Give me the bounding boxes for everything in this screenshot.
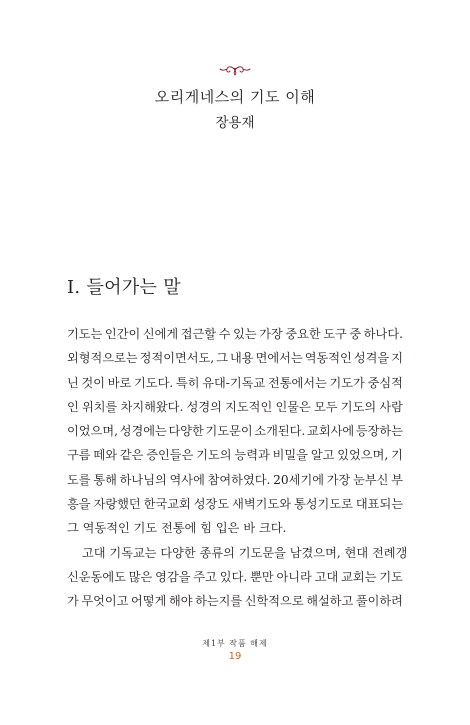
section-heading: I. 들어가는 말 (67, 277, 181, 298)
text-word: 내용 (230, 351, 254, 366)
text-word: 소개된다. (254, 424, 306, 439)
text-word: 중심적 (367, 375, 403, 390)
text-word: 증인들은 (146, 448, 194, 463)
text-word: 한국교회 (143, 497, 191, 512)
text-word: 같은 (119, 448, 144, 463)
text-word: 위치를 (82, 399, 118, 414)
text-word: 기도 (379, 569, 403, 584)
text-word: 기도문이 (205, 424, 253, 439)
text-word: 영감을 (155, 569, 191, 584)
text-word: 그 (67, 521, 83, 536)
text-word: 있는 (233, 327, 257, 341)
text-word: 기도가 (329, 375, 365, 390)
text-word: 유대-기독교 (202, 375, 266, 390)
text-word: 가 (67, 594, 79, 609)
text-word: 성경에는 (119, 424, 167, 439)
text-word: 고대 (82, 545, 110, 560)
text-word: 역동적인 (304, 351, 352, 366)
text-word: 수 (218, 327, 231, 341)
floral-ornament-icon (219, 64, 251, 76)
text-word: 가장 (326, 472, 351, 487)
text-word: 대표되는 (355, 497, 403, 512)
text-word: 고대 (314, 569, 339, 584)
text-word: 입은 (215, 521, 244, 536)
text-word: 남겼으며, (289, 545, 345, 560)
text-word: 중 (349, 327, 362, 341)
text-word: 모두 (314, 399, 338, 414)
text-word: 기독교는 (109, 545, 161, 560)
text-word: 성경의 (186, 399, 222, 414)
text-word: 떼와 (93, 448, 117, 463)
text-word: 뿐만 (250, 569, 274, 584)
text-word: 도구 (323, 327, 347, 341)
text-word: 외형적으로는 (67, 351, 138, 366)
text-word: 신운동에도 (67, 569, 126, 584)
text-word: 다양한 (160, 545, 200, 560)
text-word: 교회사에 (307, 424, 355, 439)
text-word: 역사에 (169, 472, 205, 487)
text-word: 다양한 (168, 424, 204, 439)
author-name: 장용재 (215, 115, 255, 131)
text-word: 자랑했던 (93, 497, 141, 512)
text-word: 것이 (81, 375, 106, 390)
text-word: 하는지를 (195, 594, 243, 609)
text-word: 기도의 (196, 448, 232, 463)
text-word: 등장하는 (355, 424, 403, 439)
text-line (67, 443, 403, 467)
text-line (67, 346, 403, 370)
running-footer-label: 제1부 작품 해제 (202, 639, 268, 648)
text-word: 기도 (133, 521, 162, 536)
text-word: 면에서는 (255, 351, 303, 366)
text-word: 알고 (310, 448, 335, 463)
text-line (67, 395, 403, 419)
text-word: 바 (243, 521, 259, 536)
text-word: 눈부신 (353, 472, 389, 487)
chapter-title: 오리게네스의 기도 이해 (154, 88, 316, 106)
text-word: 어떻게 (131, 594, 167, 609)
text-word: 기도는 (67, 327, 103, 341)
text-word: 전통에서는 (267, 375, 327, 390)
text-word: 기도다. (134, 375, 174, 390)
text-word: 가장 (259, 327, 283, 341)
text-word: 바로 (107, 375, 132, 390)
text-word: 참여하였다. (207, 472, 271, 487)
text-line (67, 419, 403, 443)
text-line (67, 492, 403, 516)
text-word: 인물은 (275, 399, 311, 414)
text-word: 사람 (379, 399, 403, 414)
text-word: 정적이면서도, (139, 351, 215, 366)
text-word: 역동적인 (82, 521, 134, 536)
text-line (67, 516, 403, 540)
text-word: 이었으며, (67, 424, 118, 439)
page-number: 19 (228, 651, 242, 662)
text-line (67, 371, 403, 395)
text-word: 흥을 (67, 497, 91, 512)
text-word: 지 (391, 351, 403, 366)
text-word: 통성기도로 (294, 497, 353, 512)
text-line (67, 541, 408, 565)
text-word: 비밀을 (272, 448, 308, 463)
text-word: 인간이 (104, 327, 141, 341)
text-word: 해설하고 (306, 594, 354, 609)
text-word: 20세기에 (273, 472, 324, 487)
text-word: 중요한 (285, 327, 321, 341)
text-line (67, 589, 403, 613)
text-word: 도를 (67, 472, 91, 487)
text-word: 기도의 (340, 399, 377, 414)
text-word: 지도적인 (225, 399, 273, 414)
text-word: 풀이하려 (355, 594, 403, 609)
text-word: 특히 (175, 375, 200, 390)
text-word: 부 (391, 472, 403, 487)
text-word: 차지해왔다. (120, 399, 184, 414)
text-word: 성장도 (193, 497, 230, 512)
text-word: 능력과 (234, 448, 270, 463)
text-word: 있었으며, (337, 448, 389, 463)
text-word: 아니라 (276, 569, 312, 584)
text-word: 닌 (67, 375, 79, 390)
text-word: 통해 (93, 472, 117, 487)
text-word: 주고 (193, 569, 217, 584)
text-word: 새벽기도와 (232, 497, 291, 512)
text-word: 기 (391, 448, 403, 463)
text-word: 무엇이고 (81, 594, 129, 609)
text-word: 전례갱 (372, 545, 408, 560)
text-word: 힘 (200, 521, 216, 536)
text-word: 크다. (258, 521, 287, 536)
text-word: 현대 (344, 545, 373, 560)
text-line (67, 322, 403, 346)
text-word: 신에게 (142, 327, 179, 341)
text-word: 하나다. (363, 327, 403, 341)
text-word: 인 (67, 399, 79, 414)
text-word: 성격을 (353, 351, 390, 366)
text-line (67, 468, 403, 492)
text-word: 해야 (168, 594, 193, 609)
body-text (67, 322, 408, 614)
text-word: 접근할 (180, 327, 217, 341)
text-word: 종류의 (199, 545, 239, 560)
text-word: 기도문을 (238, 545, 290, 560)
text-word: 그 (216, 351, 228, 366)
text-word: 있다. (219, 569, 248, 584)
text-word: 많은 (128, 569, 153, 584)
text-word: 하나님의 (119, 472, 167, 487)
text-word: 신학적으로 (244, 594, 304, 609)
text-word: 전통에 (161, 521, 201, 536)
text-word: 구름 (67, 448, 91, 463)
text-line (67, 565, 403, 589)
text-word: 교회는 (341, 569, 377, 584)
